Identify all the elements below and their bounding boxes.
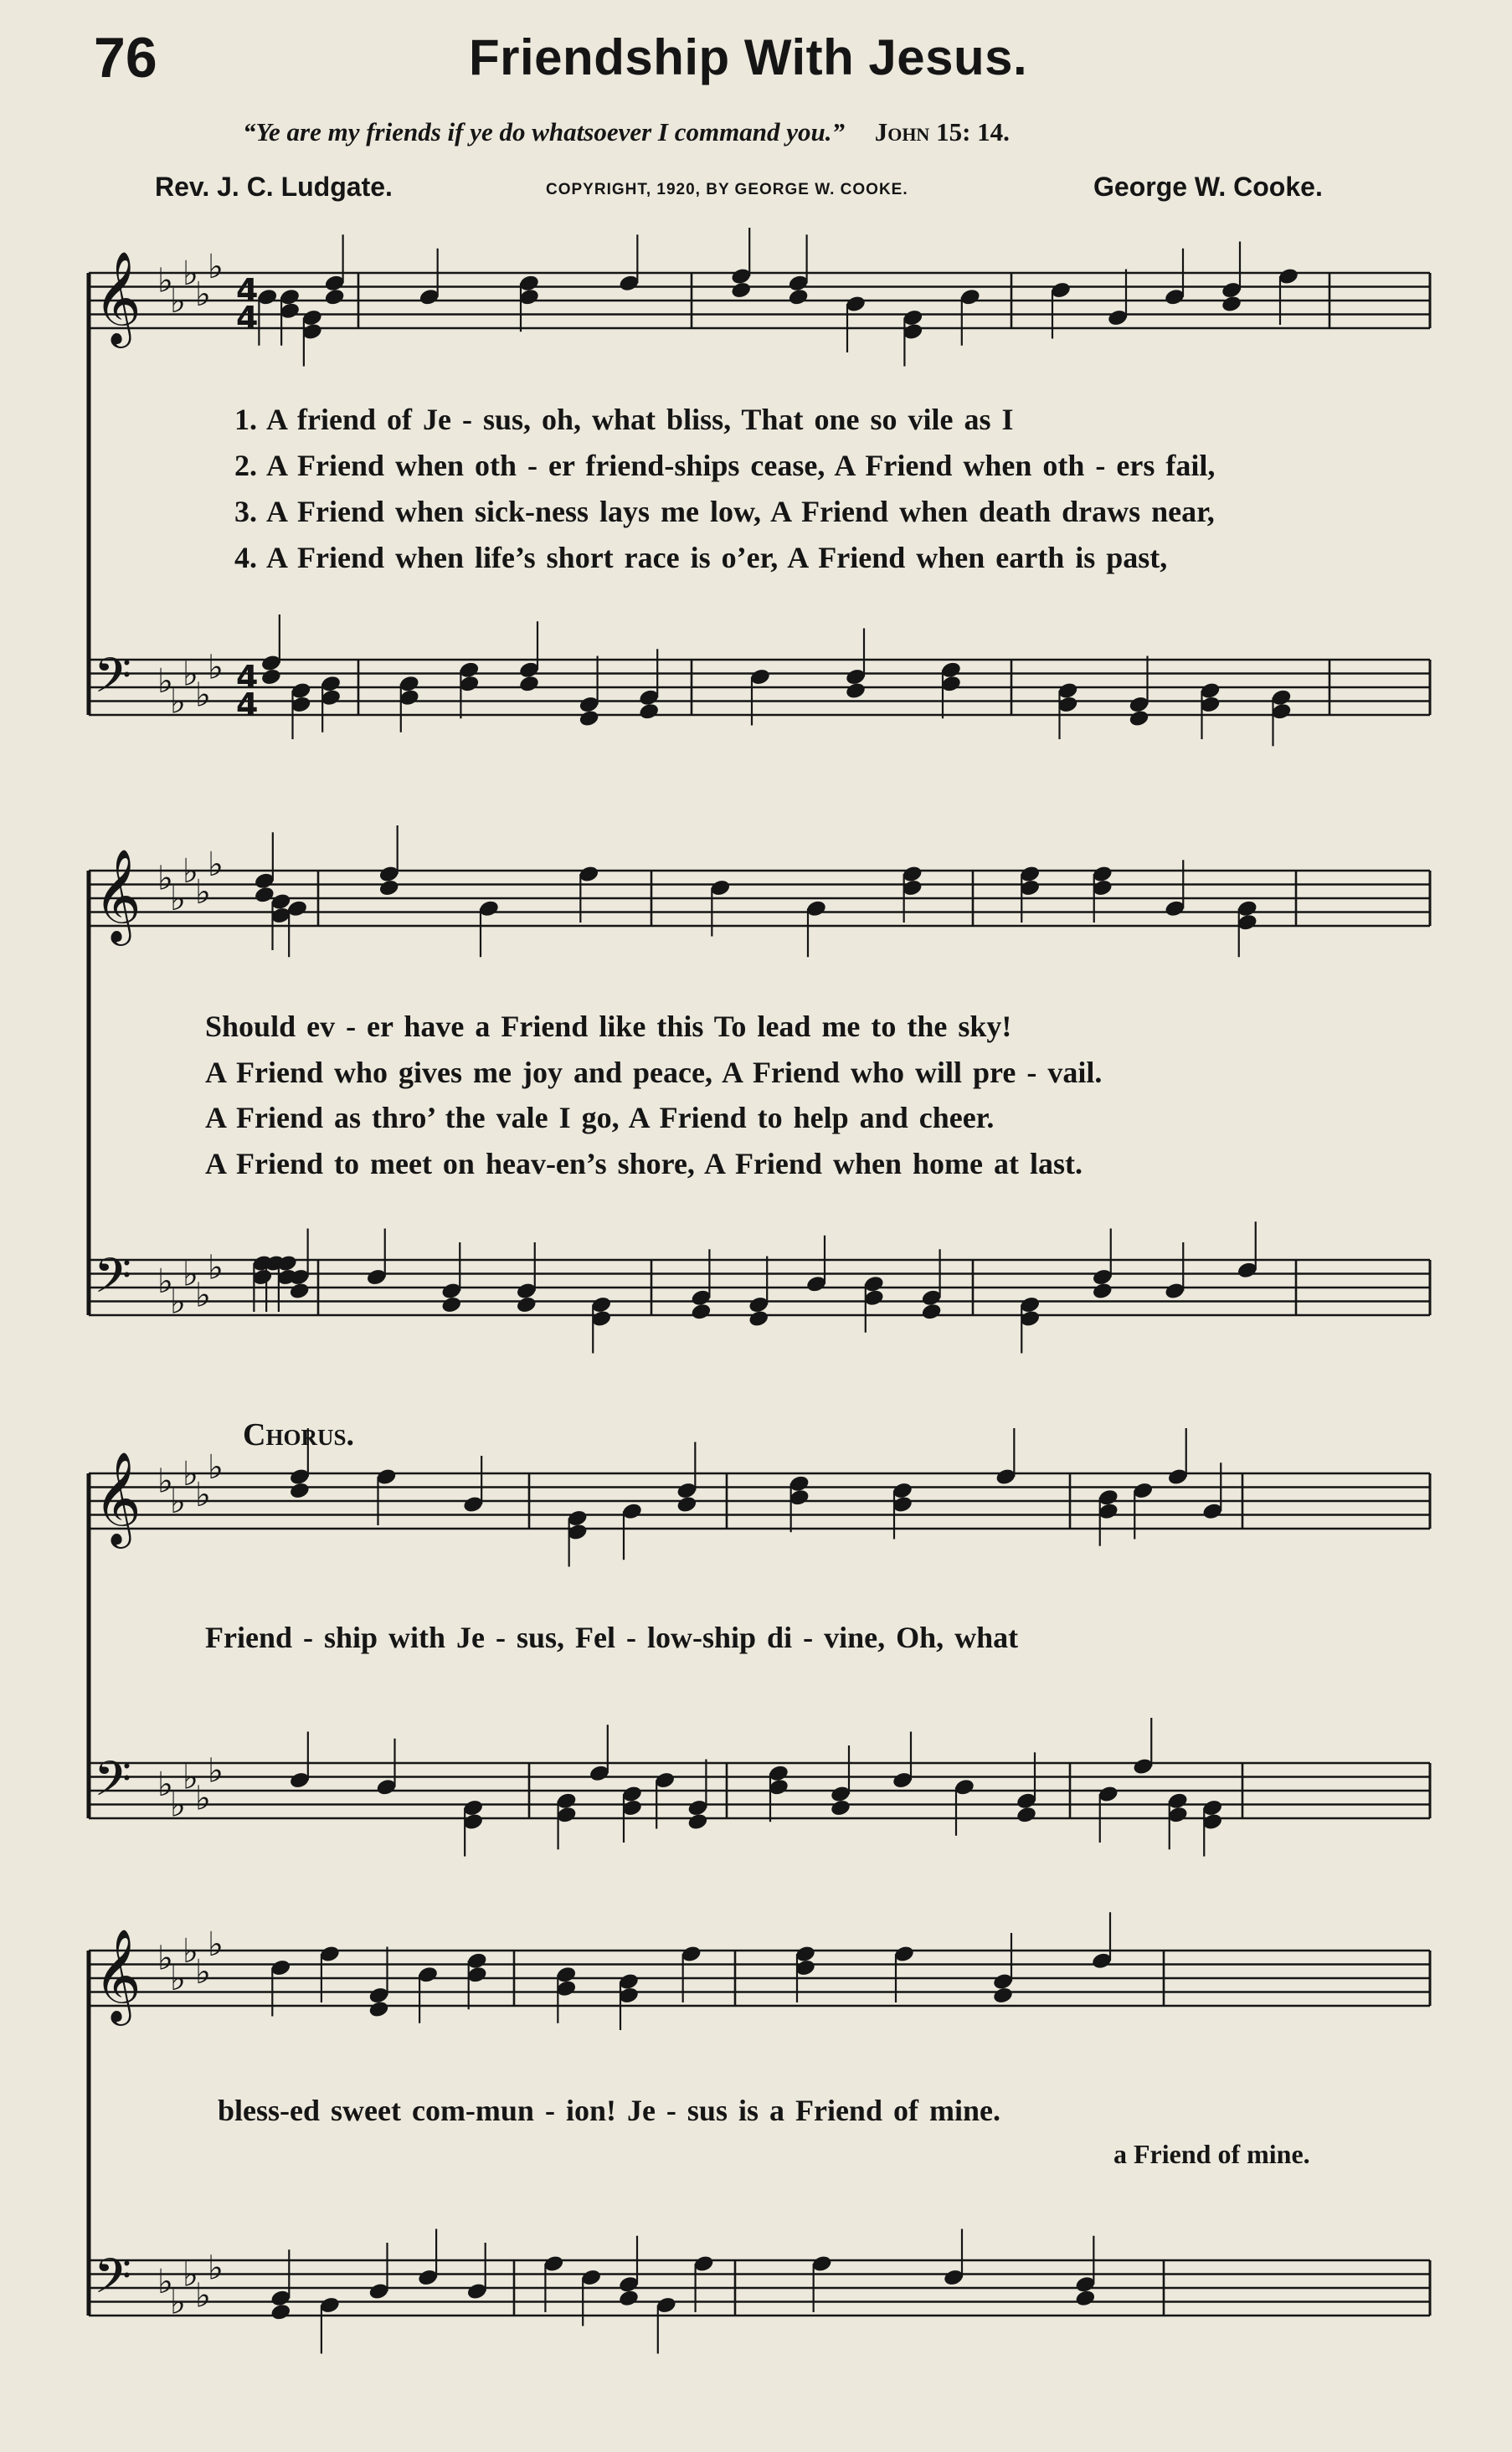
note-head bbox=[289, 1481, 311, 1500]
note-head bbox=[1128, 709, 1149, 728]
flat-sign-icon: ♭ bbox=[208, 1925, 224, 1964]
flat-sign-icon: ♭ bbox=[157, 1262, 173, 1301]
treble-clef-icon: 𝄞 bbox=[94, 848, 141, 942]
flat-sign-icon: ♭ bbox=[208, 648, 224, 687]
time-signature-icon: 4 bbox=[236, 272, 259, 309]
flat-sign-icon: ♭ bbox=[157, 1939, 173, 1978]
note-head bbox=[748, 1309, 769, 1329]
author-credit: Rev. J. C. Ludgate. bbox=[155, 172, 393, 202]
time-signature-icon: 4 bbox=[236, 686, 259, 723]
note-head bbox=[254, 885, 275, 904]
flat-sign-icon: ♭ bbox=[195, 1276, 211, 1315]
flat-sign-icon: ♭ bbox=[208, 1751, 224, 1791]
flat-sign-icon: ♭ bbox=[170, 1960, 186, 1998]
note-head bbox=[638, 702, 660, 721]
flat-sign-icon: ♭ bbox=[208, 845, 224, 884]
note-head bbox=[579, 709, 600, 728]
note-head bbox=[289, 1282, 311, 1301]
note-head bbox=[992, 1986, 1014, 2005]
note-head bbox=[324, 287, 346, 306]
treble-clef-icon: 𝄞 bbox=[94, 1451, 141, 1545]
verse-3-line-2: A Friend as thro’ the vale I go, A Friend to help and cheer. bbox=[205, 1101, 995, 1134]
note-head bbox=[730, 280, 752, 300]
composer-credit: George W. Cooke. bbox=[1093, 172, 1323, 202]
note-head bbox=[788, 287, 810, 306]
time-signature-icon: 4 bbox=[236, 659, 259, 696]
flat-sign-icon: ♭ bbox=[195, 2276, 211, 2316]
flat-sign-icon: ♭ bbox=[195, 1475, 211, 1514]
hymn-title: Friendship With Jesus. bbox=[469, 29, 1028, 85]
bass-clef-icon: 𝄢 bbox=[94, 1247, 132, 1316]
chorus-label: Chorus. bbox=[243, 1417, 354, 1452]
note-head bbox=[845, 681, 867, 701]
bass-clef-icon: 𝄢 bbox=[94, 2248, 132, 2316]
verse-4-line-2: A Friend to meet on heav-en’s shore, A Friend when home at last. bbox=[205, 1147, 1083, 1180]
flat-sign-icon: ♭ bbox=[208, 1447, 224, 1487]
note-head bbox=[378, 878, 400, 897]
note-head bbox=[1221, 295, 1242, 314]
flat-sign-icon: ♭ bbox=[208, 2249, 224, 2288]
flat-sign-icon: ♭ bbox=[170, 682, 186, 722]
note-head bbox=[830, 1798, 851, 1817]
flat-sign-icon: ♭ bbox=[183, 852, 198, 891]
bass-clef-icon: 𝄢 bbox=[94, 1750, 132, 1819]
note-head bbox=[260, 667, 282, 686]
epigraph-quote: “Ye are my friends if ye do whatsoever I command you.” bbox=[243, 117, 845, 147]
flat-sign-icon: ♭ bbox=[157, 661, 173, 701]
flat-sign-icon: ♭ bbox=[157, 2262, 173, 2301]
flat-sign-icon: ♭ bbox=[195, 676, 211, 715]
note-head bbox=[1016, 1805, 1037, 1824]
flat-sign-icon: ♭ bbox=[183, 254, 198, 293]
chorus-echo: a Friend of mine. bbox=[1113, 2139, 1310, 2169]
time-signature-icon: 4 bbox=[236, 300, 259, 337]
flat-sign-icon: ♭ bbox=[183, 655, 198, 694]
flat-sign-icon: ♭ bbox=[170, 282, 186, 321]
verse-2-line-1: 2. A Friend when oth - er friend-ships cease, A Friend when oth - ers fail, bbox=[234, 449, 1216, 482]
flat-sign-icon: ♭ bbox=[183, 1455, 198, 1493]
flat-sign-icon: ♭ bbox=[170, 1786, 186, 1825]
flat-sign-icon: ♭ bbox=[157, 1462, 173, 1501]
flat-sign-icon: ♭ bbox=[157, 1765, 173, 1804]
note-head bbox=[368, 2000, 389, 2019]
flat-sign-icon: ♭ bbox=[195, 275, 211, 314]
verse-2-line-2: A Friend who gives me joy and peace, A Friend who will pre - vail. bbox=[205, 1056, 1103, 1089]
flat-sign-icon: ♭ bbox=[195, 1779, 211, 1818]
flat-sign-icon: ♭ bbox=[208, 247, 224, 286]
flat-sign-icon: ♭ bbox=[170, 1283, 186, 1322]
note-head bbox=[1092, 1282, 1113, 1301]
flat-sign-icon: ♭ bbox=[183, 1255, 198, 1294]
flat-sign-icon: ♭ bbox=[183, 1932, 198, 1971]
verse-4-line-1: 4. A Friend when life’s short race is o’er, A Friend when earth is past, bbox=[234, 541, 1168, 574]
treble-clef-icon: 𝄞 bbox=[94, 1928, 141, 2022]
hymn-number: 76 bbox=[94, 26, 157, 90]
flat-sign-icon: ♭ bbox=[208, 1248, 224, 1288]
flat-sign-icon: ♭ bbox=[183, 2255, 198, 2295]
flat-sign-icon: ♭ bbox=[170, 2283, 186, 2322]
verse-1-line-1: 1. A friend of Je - sus, oh, what bliss, That one so vile as I bbox=[234, 403, 1014, 436]
chorus-line-2: bless-ed sweet com-mun - ion! Je - sus is a Friend of mine. bbox=[218, 2094, 1000, 2127]
flat-sign-icon: ♭ bbox=[157, 859, 173, 898]
flat-sign-icon: ♭ bbox=[170, 1483, 186, 1521]
verse-1-line-2: Should ev - er have a Friend like this To lead me to the sky! bbox=[205, 1010, 1012, 1043]
copyright-notice: COPYRIGHT, 1920, BY GEORGE W. COOKE. bbox=[546, 181, 908, 198]
note-head bbox=[516, 1295, 537, 1314]
treble-clef-icon: 𝄞 bbox=[94, 250, 141, 344]
note-head bbox=[440, 1295, 462, 1314]
flat-sign-icon: ♭ bbox=[170, 880, 186, 918]
note-head bbox=[1074, 2289, 1096, 2308]
epigraph-reference: John 15: 14. bbox=[874, 117, 1010, 147]
note-head bbox=[921, 1302, 943, 1321]
note-head bbox=[618, 2289, 640, 2308]
note-head bbox=[270, 2302, 291, 2321]
flat-sign-icon: ♭ bbox=[195, 1952, 211, 1992]
flat-sign-icon: ♭ bbox=[195, 872, 211, 912]
note-head bbox=[690, 1302, 712, 1321]
verse-3-line-1: 3. A Friend when sick-ness lays me low, A Friend when death draws near, bbox=[234, 495, 1215, 528]
note-head bbox=[518, 674, 540, 693]
bass-clef-icon: 𝄢 bbox=[94, 647, 132, 716]
chorus-line-1: Friend - ship with Je - sus, Fel - low-ship di - vine, Oh, what bbox=[205, 1621, 1019, 1654]
flat-sign-icon: ♭ bbox=[183, 1758, 198, 1797]
note-head bbox=[676, 1495, 697, 1514]
note-head bbox=[687, 1812, 708, 1832]
flat-sign-icon: ♭ bbox=[157, 261, 173, 301]
